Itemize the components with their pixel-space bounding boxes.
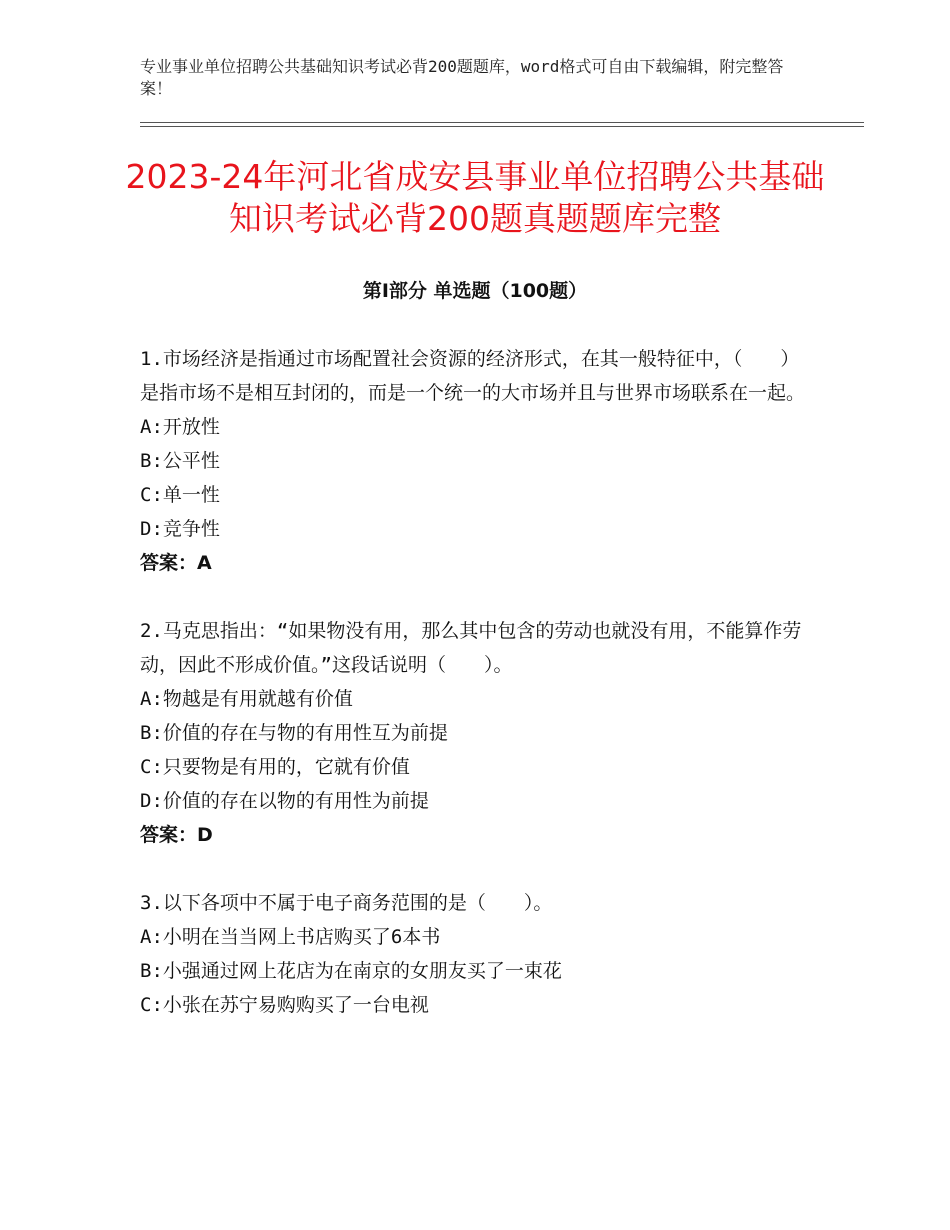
question-3 xyxy=(140,886,810,1022)
section-title: 第Ⅰ部分 单选题（100题） xyxy=(362,280,588,302)
header-note: 专业事业单位招聘公共基础知识考试必背200题题库，word格式可自由下载编辑，附完整答案！ xyxy=(140,57,784,98)
header-divider-bottom xyxy=(140,126,864,127)
answer: 答案：D xyxy=(140,824,213,846)
option-c: C:只要物是有用的，它就有价值 xyxy=(140,756,410,778)
option-d: D:价值的存在以物的有用性为前提 xyxy=(140,790,429,812)
question-2 xyxy=(140,614,810,852)
question-stem: 3.以下各项中不属于电子商务范围的是（ ）。 xyxy=(140,892,553,914)
option-a: A:小明在当当网上书店购买了6本书 xyxy=(140,926,441,948)
question-stem: 2.马克思指出：“如果物没有用，那么其中包含的劳动也就没有用，不能算作劳动，因此不形成价值。”这段话说明（ ）。 xyxy=(140,620,802,676)
option-a: A:物越是有用就越有价值 xyxy=(140,688,353,710)
answer: 答案：A xyxy=(140,552,212,574)
option-b: B:公平性 xyxy=(140,450,220,472)
option-d: D:竞争性 xyxy=(140,518,220,540)
option-a: A:开放性 xyxy=(140,416,220,438)
question-list xyxy=(140,342,810,1056)
header-divider-top xyxy=(140,122,864,123)
option-c: C:小张在苏宁易购购买了一台电视 xyxy=(140,994,429,1016)
question-1 xyxy=(140,342,810,580)
option-c: C:单一性 xyxy=(140,484,220,506)
option-b: B:价值的存在与物的有用性互为前提 xyxy=(140,722,448,744)
document-title: 2023-24年河北省成安县事业单位招聘公共基础知识考试必背200题真题题库完整 xyxy=(125,157,825,238)
option-b: B:小强通过网上花店为在南京的女朋友买了一束花 xyxy=(140,960,562,982)
question-stem: 1.市场经济是指通过市场配置社会资源的经济形式，在其一般特征中，（ ）是指市场不是相互封闭的，而是一个统一的大市场并且与世界市场联系在一起。 xyxy=(140,348,806,404)
